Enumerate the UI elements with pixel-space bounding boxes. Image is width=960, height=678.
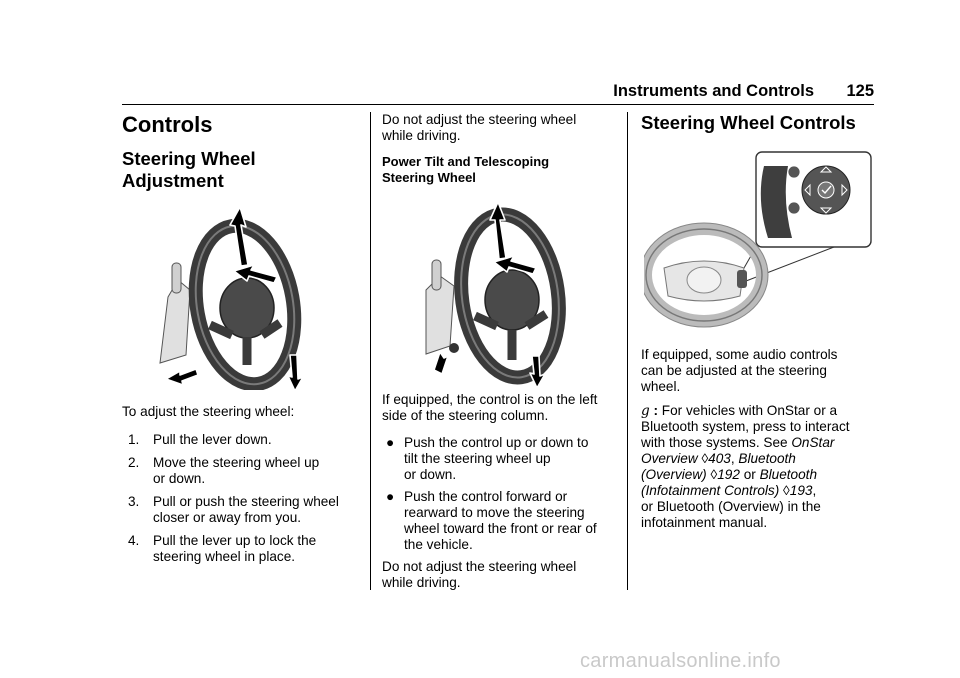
power-tilt-illustration — [420, 198, 595, 388]
section-title: Instruments and Controls — [613, 82, 814, 100]
page-number: 125 — [846, 82, 874, 100]
page-ref-arrow-icon: ◊ — [701, 451, 709, 466]
step-text: Pull the lever down. — [153, 432, 272, 447]
audio-line-3: wheel. — [641, 379, 681, 394]
step-number: 1. — [128, 432, 140, 447]
warning-line-2: while driving. — [382, 128, 461, 143]
bullet-line: rearward to move the steering — [404, 505, 585, 520]
step-number: 4. — [128, 533, 140, 548]
column-middle — [382, 112, 622, 185]
icon-colon: : — [653, 403, 659, 418]
comma: , — [812, 483, 817, 498]
steering-adjust-illustration — [150, 205, 325, 390]
warning2-line-2: while driving. — [382, 575, 461, 590]
step-text-cont: closer or away from you. — [153, 510, 302, 525]
step-text-cont: steering wheel in place. — [153, 549, 296, 564]
bullet-line: or down. — [404, 467, 457, 482]
step-item — [122, 494, 362, 526]
onstar-line-2: Bluetooth system, press to interact — [641, 419, 850, 434]
steps-list — [122, 432, 362, 565]
heading-line-2: Adjustment — [122, 170, 224, 191]
step-number: 2. — [128, 455, 140, 470]
ref-infotainment-controls[interactable]: (Infotainment Controls) — [641, 483, 780, 498]
intro-text: To adjust the steering wheel: — [122, 404, 295, 419]
page-ref-403[interactable]: 403 — [708, 451, 731, 466]
adjust-instructions — [122, 404, 362, 572]
heading-steering-adjustment — [122, 148, 362, 192]
column-divider-2 — [627, 112, 628, 590]
onstar-line-7: or Bluetooth (Overview) in the — [641, 499, 821, 514]
ref-bluetooth-link[interactable]: Bluetooth — [738, 451, 796, 466]
subheading-power-tilt — [382, 154, 622, 185]
bullet-marker: ● — [386, 435, 395, 450]
step-text-cont: or down. — [153, 471, 206, 486]
page-ref-193[interactable]: 193 — [789, 483, 813, 498]
voice-button-icon: g — [641, 403, 650, 419]
step-text: Move the steering wheel up — [153, 455, 320, 470]
comma: , — [730, 451, 735, 466]
bullet-list — [382, 435, 622, 553]
bullet-line: wheel toward the front or rear of — [404, 521, 597, 536]
onstar-line-8: infotainment manual. — [641, 515, 768, 530]
step-item — [122, 432, 362, 448]
bullet-line: Push the control forward or — [404, 489, 568, 504]
warning-line-1: Do not adjust the steering wheel — [382, 112, 577, 127]
bullet-item — [382, 489, 622, 553]
column-right — [641, 112, 881, 134]
ref-onstar-link[interactable]: OnStar — [791, 435, 835, 450]
steering-controls-text — [641, 347, 881, 531]
ref-onstar-overview[interactable]: Overview — [641, 451, 698, 466]
watermark: carmanualsonline.info — [580, 650, 781, 672]
power-tilt-text — [382, 392, 622, 591]
ref-bluetooth-infotainment-link[interactable]: Bluetooth — [759, 467, 818, 482]
ref-bluetooth-overview[interactable]: (Overview) — [641, 467, 707, 482]
step-item — [122, 455, 362, 487]
control-location-line-2: side of the steering column. — [382, 408, 549, 423]
audio-line-2: can be adjusted at the steering — [641, 363, 827, 378]
step-text: Pull the lever up to lock the — [153, 533, 317, 548]
page-ref-arrow-icon: ◊ — [783, 483, 790, 498]
step-number: 3. — [128, 494, 140, 509]
onstar-line-1: For vehicles with OnStar or a — [661, 403, 838, 418]
or-text: or — [743, 467, 756, 482]
column-divider-1 — [370, 112, 371, 590]
control-location-line-1: If equipped, the control is on the left — [382, 392, 598, 407]
page-ref-192[interactable]: 192 — [717, 467, 740, 482]
warning2-line-1: Do not adjust the steering wheel — [382, 559, 577, 574]
subheading-line-1: Power Tilt and Telescoping — [382, 154, 550, 169]
steering-controls-illustration — [644, 150, 874, 335]
audio-line-1: If equipped, some audio controls — [641, 347, 838, 362]
page-ref-arrow-icon: ◊ — [710, 467, 718, 482]
onstar-paragraph — [641, 403, 881, 531]
subheading-line-2: Steering Wheel — [382, 169, 476, 185]
step-text: Pull or push the steering wheel — [153, 494, 339, 509]
heading-line-1: Steering Wheel — [122, 148, 256, 169]
onstar-line-3: with those systems. See — [641, 435, 788, 450]
heading-steering-controls: Steering Wheel Controls — [641, 112, 856, 133]
page-header — [122, 80, 874, 105]
heading-controls: Controls — [122, 112, 213, 137]
bullet-line: the vehicle. — [404, 537, 473, 552]
step-item — [122, 533, 362, 565]
bullet-marker: ● — [386, 489, 395, 504]
bullet-line: tilt the steering wheel up — [404, 451, 551, 466]
column-left — [122, 112, 362, 192]
bullet-line: Push the control up or down to — [404, 435, 589, 450]
bullet-item — [382, 435, 622, 483]
